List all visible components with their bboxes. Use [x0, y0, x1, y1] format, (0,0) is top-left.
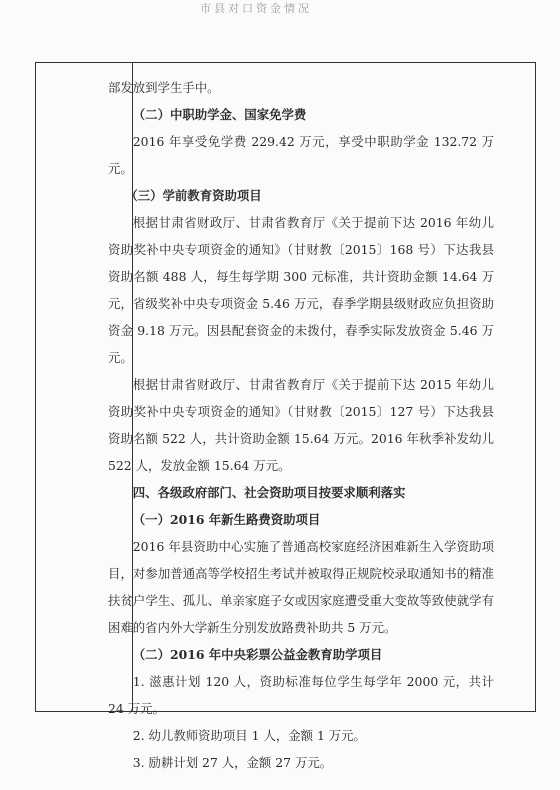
section-3-paragraph-1: 根据甘肃省财政厅、甘肃省教育厅《关于提前下达 2016 年幼儿资助奖补中央专项资金的通知》（甘财教〔2015〕168 号）下达我县资助名额 488 人，每生每学期 300 元标准，共计资助金额 14.64 万元，省级奖补中央专项资金 5.46 万元，春季学期县级财政应负担资助资金 9.18 万元。因县配套资金的未拨付，春季实际发放资金 5.46 万元。: [108, 215, 494, 365]
section-2-text: 2016 年享受免学费 229.42 万元，享受中职助学金 132.72 万元。: [108, 134, 494, 176]
intro-paragraph: 部发放到学生手中。: [108, 80, 220, 95]
section-3-title: （三）学前教育资助项目: [125, 188, 262, 203]
section-4-1-text: 2016 年县资助中心实施了普通高校家庭经济困难新生入学资助项目，对参加普通高等学校招生考试并被取得正规院校录取通知书的精准扶贫户学生、孤儿、单亲家庭子女或因家庭遭受重大变故等致使就学有困难的省内外大学新生分别发放路费补助共 5 万元。: [108, 539, 494, 635]
faint-header-text: 市县对口资金情况: [200, 2, 312, 15]
section-4-2-title: （二）2016 年中央彩票公益金教育助学项目: [132, 647, 383, 662]
section-4-heading: 四、各级政府部门、社会资助项目按要求顺利落实: [132, 485, 406, 500]
list-item-1: 1. 滋惠计划 120 人，资助标准每位学生每学年 2000 元，共计 24 万元。: [108, 674, 494, 716]
section-2-title: （二）中职助学金、国家免学费: [132, 107, 307, 122]
list-item-2: 2. 幼儿教师资助项目 1 人，金额 1 万元。: [132, 728, 366, 743]
document-body: [108, 74, 494, 776]
list-item-3: 3. 励耕计划 27 人，金额 27 万元。: [132, 755, 333, 770]
section-4-1-title: （一）2016 年新生路费资助项目: [132, 512, 321, 527]
section-3-paragraph-2: 根据甘肃省财政厅、甘肃省教育厅《关于提前下达 2015 年幼儿资助奖补中央专项资金的通知》（甘财教〔2015〕127 号）下达我县资助名额 522 人，共计资助金额 15.64 万元。2016 年秋季补发幼儿 522 人，发放金额 15.64 万元。: [108, 377, 494, 473]
